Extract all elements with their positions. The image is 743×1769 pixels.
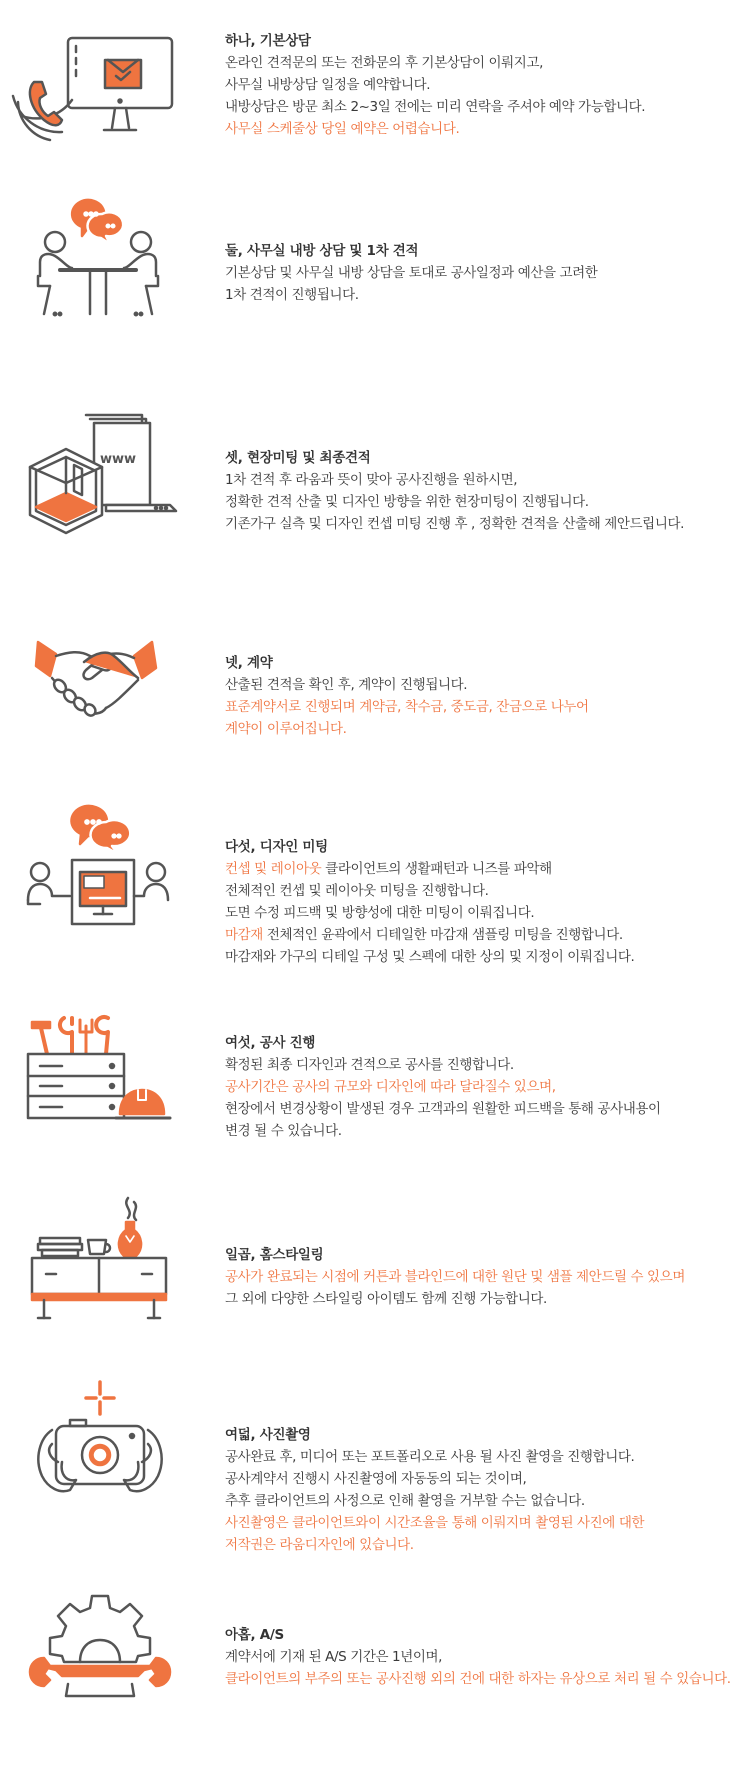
step-line-highlight: 공사기간은 공사의 규모와 디자인에 따라 달라질수 있으며, <box>225 1079 556 1095</box>
step-title: 둘, 사무실 내방 상담 및 1차 견적 <box>225 243 419 259</box>
step-text <box>225 1032 740 1142</box>
toolbox-helmet-icon <box>10 1010 180 1140</box>
step-title: 다섯, 디자인 미팅 <box>225 839 328 855</box>
step-line: 추후 클라이언트의 사정으로 인해 촬영을 거부할 수는 없습니다. <box>225 1493 585 1509</box>
step-line: 마감재 전체적인 윤곽에서 디테일한 마감재 샘플링 미팅을 진행합니다. <box>225 927 623 943</box>
meeting-table-chat-icon <box>10 190 180 320</box>
step-line: 내방상담은 방문 최소 2~3일 전에는 미리 연락을 주셔야 예약 가능합니다. <box>225 99 646 115</box>
step-line: 전체적인 컨셉 및 레이아웃 미팅을 진행합니다. <box>225 883 489 899</box>
gear-wrench-icon <box>10 1590 180 1720</box>
step-line-highlight: 계약이 이루어집니다. <box>225 721 347 737</box>
step-line: 컨셉 및 레이아웃 클라이언트의 생활패턴과 니즈를 파악해 <box>225 861 552 877</box>
camera-hands-icon <box>10 1378 180 1508</box>
step-line: 1차 견적 후 라움과 뜻이 맞아 공사진행을 원하시면, <box>225 472 518 488</box>
www-label: www <box>100 452 137 467</box>
step-line: 공사완료 후, 미디어 또는 포트폴리오로 사용 될 사진 촬영을 진행합니다. <box>225 1449 635 1465</box>
step-line: 기존가구 실측 및 디자인 컨셉 미팅 진행 후 , 정확한 견적을 산출해 제안드립니다. <box>225 516 684 532</box>
step-text <box>225 1624 740 1690</box>
step-line: 변경 될 수 있습니다. <box>225 1123 342 1139</box>
step-line: 정확한 견적 산출 및 디자인 방향을 위한 현장미팅이 진행됩니다. <box>225 494 589 510</box>
step-title: 일곱, 홈스타일링 <box>225 1247 324 1263</box>
step-text <box>225 652 740 740</box>
step-line-highlight: 사무실 스케줄상 당일 예약은 어렵습니다. <box>225 121 460 137</box>
step-title: 아홉, A/S <box>225 1627 284 1643</box>
step-line: 그 외에 다양한 스타일링 아이템도 함께 진행 가능합니다. <box>225 1291 547 1307</box>
consultation-monitor-phone-icon <box>10 30 180 160</box>
step-text <box>225 1424 740 1556</box>
step-title: 여섯, 공사 진행 <box>225 1035 316 1051</box>
step-line: 1차 견적이 진행됩니다. <box>225 287 359 303</box>
step-line-highlight: 표준계약서로 진행되며 계약금, 착수금, 중도금, 잔금으로 나누어 <box>225 699 589 715</box>
step-line-highlight: 공사가 완료되는 시점에 커튼과 블라인드에 대한 원단 및 샘플 제안드릴 수 있으며 <box>225 1269 685 1285</box>
step-title: 넷, 계약 <box>225 655 273 671</box>
step-line: 온라인 견적문의 또는 전화문의 후 기본상담이 이뤄지고, <box>225 55 543 71</box>
step-line: 확정된 최종 디자인과 견적으로 공사를 진행합니다. <box>225 1057 514 1073</box>
step-line-highlight: 저작권은 라움디자인에 있습니다. <box>225 1537 414 1553</box>
step-line: 현장에서 변경상황이 발생된 경우 고객과의 원활한 피드백을 통해 공사내용이 <box>225 1101 661 1117</box>
step-text <box>225 30 740 140</box>
step-text <box>225 1244 740 1310</box>
step-line: 계약서에 기재 된 A/S 기간은 1년이며, <box>225 1649 443 1665</box>
furniture-vase-icon <box>10 1194 180 1324</box>
site-room-documents-icon <box>10 407 180 537</box>
design-meeting-screen-icon <box>10 800 180 930</box>
step-line-highlight: 클라이언트의 부주의 또는 공사진행 외의 건에 대한 하자는 유상으로 처리 될 수 있습니다. <box>225 1671 731 1687</box>
step-title: 하나, 기본상담 <box>225 33 311 49</box>
step-text <box>225 836 740 968</box>
step-line: 산출된 견적을 확인 후, 계약이 진행됩니다. <box>225 677 468 693</box>
step-line: 기본상담 및 사무실 내방 상담을 토대로 공사일정과 예산을 고려한 <box>225 265 598 281</box>
step-line: 도면 수정 피드백 및 방향성에 대한 미팅이 이뤄집니다. <box>225 905 535 921</box>
step-line: 마감재와 가구의 디테일 구성 및 스펙에 대한 상의 및 지정이 이뤄집니다. <box>225 949 635 965</box>
handshake-icon <box>10 622 180 752</box>
step-title: 여덟, 사진촬영 <box>225 1427 311 1443</box>
step-line: 공사계약서 진행시 사진촬영에 자동동의 되는 것이며, <box>225 1471 527 1487</box>
step-line-highlight: 사진촬영은 클라이언트와이 시간조율을 통해 이뤄지며 촬영된 사진에 대한 <box>225 1515 645 1531</box>
step-title: 셋, 현장미팅 및 최종견적 <box>225 450 371 466</box>
step-text <box>225 447 740 535</box>
step-line: 사무실 내방상담 일정을 예약합니다. <box>225 77 431 93</box>
step-text <box>225 240 740 306</box>
